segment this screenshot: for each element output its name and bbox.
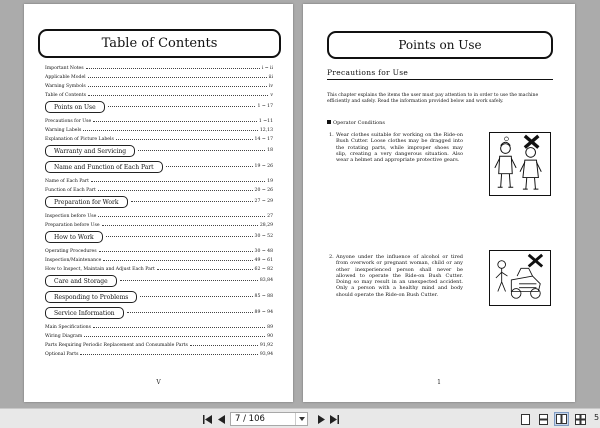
toc-entry-pages: 93,94 (259, 352, 273, 357)
toc-entry-label: Table of Contents (45, 93, 86, 98)
toc-entry-label: Function of Each Part (45, 188, 96, 193)
chevron-down-icon (295, 413, 307, 425)
toc-leader-dots (91, 181, 265, 182)
toc-entry-label: Inspection/Maintenance (45, 258, 102, 263)
toc-entry-pages: 83,84 (259, 278, 273, 283)
subheading-text: Operator Conditions (333, 120, 385, 126)
toc-leader-dots (157, 269, 253, 270)
toc-entry-pages: 1 ~ 17 (257, 104, 273, 109)
toc-entry-pages: i ~ ii (261, 66, 273, 71)
toc-entry[interactable] (45, 184, 273, 193)
toc-entry[interactable] (45, 80, 273, 89)
item-text: Wear clothes suitable for working on the Ride-on Bush Cutter. Loose clothes may be dragged into the rotating parts, while improper shoes may slip, creating a very dangerous situation. Also wear a helmet and appropriate protective gears. (336, 132, 463, 164)
page-indicator: 7 / 106 (235, 414, 265, 424)
toc-entry-label: Explanation of Picture Labels (45, 137, 114, 142)
toc-leader-dots (190, 345, 258, 346)
toc-entry-label: Warranty and Servicing (45, 145, 135, 157)
toc-entry-pages: 18 (267, 148, 273, 153)
toc-leader-dots (88, 77, 267, 78)
toc-entry-label: Warning Labels (45, 128, 82, 133)
toc-entry-pages: 49 ~ 61 (254, 258, 273, 263)
toc-entry-label: Important Notes (45, 66, 84, 71)
toc-title: Table of Contents (38, 29, 281, 58)
toc-entry-pages: 89 (267, 325, 273, 330)
toc-leader-dots (88, 86, 267, 87)
toc-entry-label: How to Work (45, 231, 103, 243)
toc-list (45, 62, 273, 357)
toc-entry-pages: 30 ~ 48 (254, 249, 273, 254)
toc-leader-dots (103, 260, 252, 261)
toc-entry-pages: 27 ~ 29 (254, 199, 273, 204)
precaution-item-2 (329, 254, 463, 298)
toc-leader-dots (98, 216, 265, 217)
toc-entry[interactable] (45, 124, 273, 133)
toc-entry-label: Preparation for Work (45, 196, 128, 208)
toc-leader-dots (120, 280, 258, 281)
viewer-toolbar (0, 408, 600, 428)
next-page-button[interactable] (316, 413, 326, 425)
toc-entry-pages: 20 ~ 26 (254, 188, 273, 193)
subheading (327, 120, 385, 126)
toc-entry[interactable] (45, 210, 273, 219)
zoom-level[interactable]: 5 (594, 413, 600, 422)
toc-leader-dots (83, 130, 258, 131)
two-page-continuous-view-button[interactable] (573, 412, 588, 426)
next-page-icon (318, 415, 325, 424)
toc-entry-label: Precautions for Use (45, 119, 92, 124)
toc-leader-dots (99, 251, 253, 252)
toc-leader-dots (116, 139, 253, 140)
toc-entry[interactable] (45, 254, 273, 263)
toc-entry[interactable] (45, 62, 273, 71)
toc-entry[interactable] (45, 330, 273, 339)
toc-entry-label: Name and Function of Each Part (45, 161, 163, 173)
toc-entry-pages: 90 (267, 334, 273, 339)
previous-page-button[interactable] (216, 413, 226, 425)
toc-entry-pages: 19 ~ 26 (254, 164, 273, 169)
toc-chapter-entry[interactable] (45, 99, 273, 114)
chapter-title: Points on Use (327, 31, 553, 59)
intro-paragraph: This chapter explains the items the user must pay attention to in order to use the machine efficiently and safely. Read the information provided below and work safely. (327, 93, 539, 104)
toc-entry-pages: 1 ~11 (258, 119, 273, 124)
toc-leader-dots (127, 312, 253, 313)
toc-entry-label: Name of Each Part (45, 179, 89, 184)
toc-entry-pages: 28,29 (259, 223, 273, 228)
first-page-icon (203, 415, 213, 424)
toc-entry-pages: 91,92 (259, 343, 273, 348)
toc-entry-pages: iv (268, 84, 273, 89)
toc-entry[interactable] (45, 71, 273, 80)
item-text: Anyone under the influence of alcohol or tired from overwork or pregnant woman, child or any other inexperienced person shall never be allowed to operate the Ride-on Bush Cutter. Doing so may result in an unexpected accident. Only a person with a healthy mind and body should operate the Ride-on Bush Cutter. (336, 254, 463, 298)
single-page-view-button[interactable] (518, 412, 533, 426)
toc-entry-label: Optional Parts (45, 352, 79, 357)
toc-entry-pages: 30 ~ 52 (254, 234, 273, 239)
toc-leader-dots (93, 327, 265, 328)
single-page-view-icon (521, 414, 530, 425)
toc-entry[interactable] (45, 339, 273, 348)
toc-entry-label: Wiring Diagram (45, 334, 83, 339)
toc-leader-dots (84, 336, 265, 337)
section-heading: Precautions for Use (327, 68, 553, 80)
toc-entry-pages: 62 ~ 82 (254, 267, 273, 272)
toc-entry-pages: 27 (267, 214, 273, 219)
item-number: 1. (329, 132, 334, 138)
toc-leader-dots (108, 106, 256, 107)
two-page-continuous-view-icon (575, 414, 586, 425)
last-page-button[interactable] (328, 413, 340, 425)
item-number: 2. (329, 254, 334, 260)
toc-leader-dots (98, 190, 253, 191)
left-page-number: V (156, 379, 161, 386)
toc-leader-dots (102, 225, 258, 226)
left-page (24, 4, 293, 402)
toc-entry-label: Inspection before Use (45, 214, 97, 219)
toc-entry-label: Parts Requiring Periodic Replacement and Consumable Parts (45, 343, 188, 348)
toc-leader-dots (140, 296, 252, 297)
toc-entry-label: Preparation before Use (45, 223, 100, 228)
toc-entry[interactable] (45, 348, 273, 357)
toc-entry[interactable] (45, 175, 273, 184)
toc-entry[interactable] (45, 89, 273, 98)
continuous-view-button[interactable] (536, 412, 551, 426)
clothing-illustration (489, 132, 551, 196)
toc-entry[interactable] (45, 219, 273, 228)
toc-entry-pages: 89 ~ 94 (254, 310, 273, 315)
toc-entry-pages: 14 ~ 17 (254, 137, 273, 142)
toc-leader-dots (93, 121, 257, 122)
toc-entry-label: Service Information (45, 307, 124, 319)
toc-leader-dots (166, 166, 253, 167)
toc-chapter-entry[interactable] (45, 194, 273, 209)
workers-clothing-icon (490, 133, 550, 195)
toc-leader-dots (88, 95, 268, 96)
toc-chapter-entry[interactable] (45, 273, 273, 288)
toc-entry[interactable] (45, 263, 273, 272)
toc-entry-pages: 85 ~ 88 (254, 294, 273, 299)
two-page-view-icon (556, 414, 567, 424)
unfit-operator-icon (490, 251, 550, 305)
toc-entry-label: Points on Use (45, 101, 105, 113)
right-page-number: 1 (437, 379, 441, 386)
toc-leader-dots (131, 201, 253, 202)
toc-entry-pages: v (270, 93, 273, 98)
toc-chapter-entry[interactable] (45, 143, 273, 158)
toc-entry-label: Warning Symbols (45, 84, 86, 89)
toc-entry[interactable] (45, 245, 273, 254)
toc-entry-pages: 12,13 (259, 128, 273, 133)
toc-entry-pages: iii (268, 75, 273, 80)
toc-entry-pages: 19 (267, 179, 273, 184)
last-page-icon (329, 415, 339, 424)
previous-page-icon (218, 415, 225, 424)
toc-leader-dots (86, 68, 260, 69)
right-page (303, 4, 575, 402)
toc-chapter-entry[interactable] (45, 305, 273, 320)
toc-chapter-entry[interactable] (45, 289, 273, 304)
page-select[interactable] (230, 412, 308, 426)
toc-leader-dots (80, 354, 257, 355)
toc-entry[interactable] (45, 115, 273, 124)
two-page-view-button[interactable] (554, 412, 569, 426)
toc-entry-label: Care and Storage (45, 275, 117, 287)
toc-chapter-entry[interactable] (45, 159, 273, 174)
toc-entry[interactable] (45, 321, 273, 330)
toc-leader-dots (138, 150, 265, 151)
toc-entry-label: Applicable Model (45, 75, 86, 80)
toc-entry-label: Operating Procedures (45, 249, 97, 254)
toc-entry-label: Main Specifications (45, 325, 91, 330)
toc-entry-label: Responding to Problems (45, 291, 137, 303)
operator-illustration (489, 250, 551, 306)
toc-entry-label: How to Inspect, Maintain and Adjust Each Part (45, 267, 155, 272)
toc-entry[interactable] (45, 133, 273, 142)
precaution-item-1 (329, 132, 463, 163)
continuous-view-icon (539, 414, 548, 425)
first-page-button[interactable] (202, 413, 214, 425)
toc-chapter-entry[interactable] (45, 229, 273, 244)
bullet-square-icon (327, 120, 331, 124)
toc-leader-dots (106, 236, 253, 237)
